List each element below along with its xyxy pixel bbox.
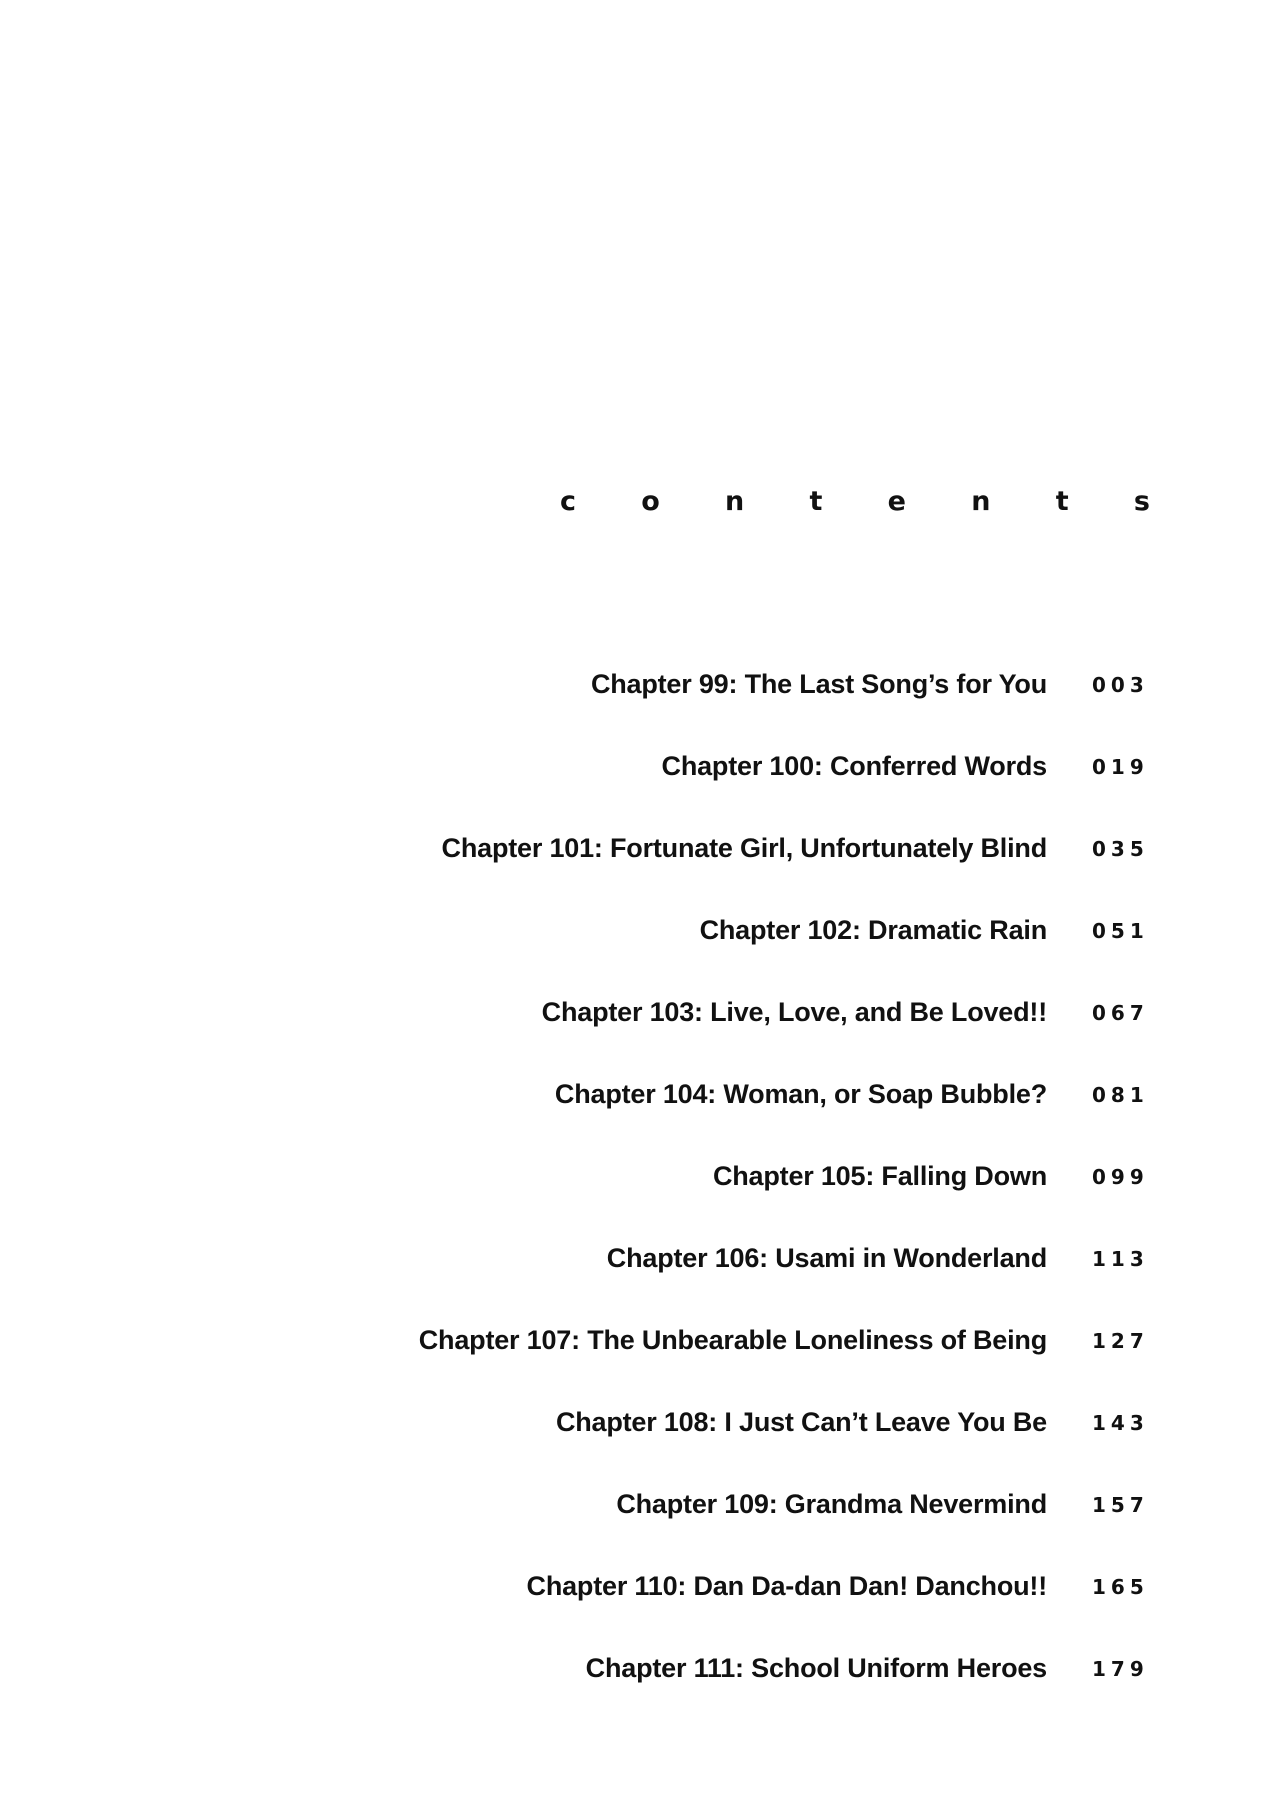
chapter-title: Chapter 100: Conferred Words	[661, 751, 1047, 781]
toc-entry	[0, 1568, 1261, 1650]
page-number: 165	[1092, 1575, 1149, 1599]
chapter-title: Chapter 101: Fortunate Girl, Unfortunately Blind	[441, 833, 1047, 863]
toc-entry	[0, 1404, 1261, 1486]
toc-entry	[0, 912, 1261, 994]
chapter-title: Chapter 107: The Unbearable Loneliness of Being	[418, 1325, 1047, 1355]
page-number: 113	[1092, 1247, 1149, 1271]
heading-letter: t	[1055, 486, 1069, 517]
chapter-title: Chapter 99: The Last Song’s for You	[590, 669, 1047, 699]
toc-entry	[0, 1650, 1261, 1732]
toc-entry	[0, 1240, 1261, 1322]
toc-entry	[0, 1158, 1261, 1240]
toc-entry	[0, 1486, 1261, 1568]
page-number: 099	[1092, 1165, 1149, 1189]
heading-letter: n	[725, 486, 745, 517]
chapter-title: Chapter 106: Usami in Wonderland	[606, 1243, 1047, 1273]
toc-entry	[0, 830, 1261, 912]
page-number: 051	[1092, 919, 1149, 943]
chapter-title: Chapter 110: Dan Da-dan Dan! Danchou!!	[526, 1571, 1047, 1601]
chapter-title: Chapter 111: School Uniform Heroes	[585, 1653, 1047, 1683]
toc-entry	[0, 1076, 1261, 1158]
page-number: 035	[1092, 837, 1149, 861]
chapter-title: Chapter 108: I Just Can’t Leave You Be	[555, 1407, 1047, 1437]
table-of-contents	[0, 666, 1261, 1732]
heading-letter: c	[560, 486, 577, 517]
chapter-title: Chapter 103: Live, Love, and Be Loved!!	[541, 997, 1047, 1027]
page-number: 081	[1092, 1083, 1149, 1107]
chapter-title: Chapter 104: Woman, or Soap Bubble?	[554, 1079, 1047, 1109]
page-number: 143	[1092, 1411, 1149, 1435]
heading-letter: n	[971, 486, 991, 517]
chapter-title: Chapter 105: Falling Down	[712, 1161, 1047, 1191]
heading-letter: s	[1133, 486, 1150, 517]
page-number: 157	[1092, 1493, 1149, 1517]
chapter-title: Chapter 102: Dramatic Rain	[699, 915, 1047, 945]
page-number: 179	[1092, 1657, 1149, 1681]
heading-letter: o	[641, 486, 660, 517]
page-number: 127	[1092, 1329, 1149, 1353]
toc-entry	[0, 994, 1261, 1076]
page-number: 003	[1092, 673, 1149, 697]
page-number: 067	[1092, 1001, 1149, 1025]
heading-letter: t	[809, 486, 823, 517]
contents-heading	[560, 482, 1150, 522]
heading-letter: e	[887, 486, 906, 517]
toc-entry	[0, 1322, 1261, 1404]
toc-entry	[0, 666, 1261, 748]
chapter-title: Chapter 109: Grandma Nevermind	[616, 1489, 1047, 1519]
toc-entry	[0, 748, 1261, 830]
page-number: 019	[1092, 755, 1149, 779]
